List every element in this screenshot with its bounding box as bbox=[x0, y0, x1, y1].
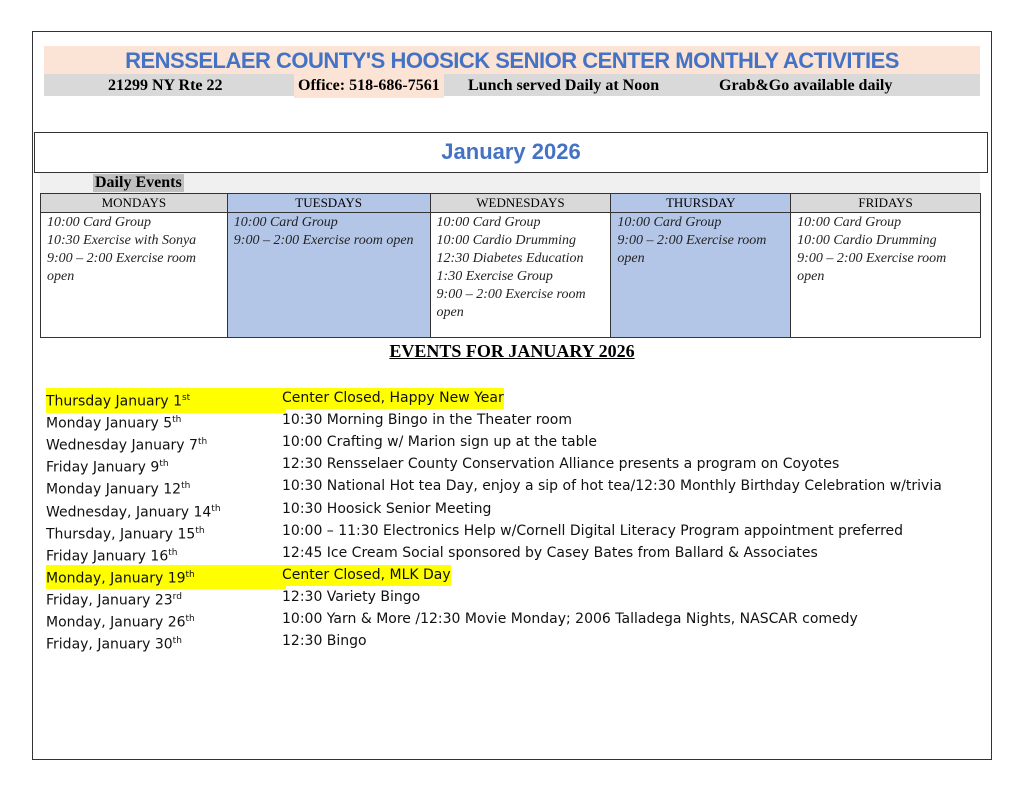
event-description: 10:00 – 11:30 Electronics Help w/Cornell Digital Literacy Program appointment preferred bbox=[282, 522, 904, 539]
address: 21299 NY Rte 22 bbox=[108, 77, 223, 94]
event-date-text: Wednesday, January 14 bbox=[46, 504, 212, 521]
info-bar bbox=[44, 74, 980, 96]
event-description: 10:30 National Hot tea Day, enjoy a sip of hot tea/12:30 Monthly Birthday Celebration w/trivia bbox=[282, 478, 942, 495]
event-date bbox=[46, 587, 184, 612]
event-row bbox=[46, 631, 367, 653]
grabgo-info: Grab&Go available daily bbox=[719, 77, 893, 94]
event-date-text: Friday January 16 bbox=[46, 548, 169, 565]
event-date bbox=[46, 499, 223, 524]
date-suffix: th bbox=[172, 636, 182, 647]
event-row bbox=[46, 587, 421, 609]
date-suffix: th bbox=[185, 614, 195, 624]
event-date bbox=[46, 609, 197, 634]
event-description: Center Closed, Happy New Year bbox=[282, 388, 504, 409]
day-activities: 10:00 Card Group 10:00 Cardio Drumming 9:00 – 2:00 Exercise room open bbox=[791, 213, 981, 338]
event-date-text: Friday January 9 bbox=[46, 459, 160, 476]
event-date-text: Thursday, January 15 bbox=[46, 526, 196, 543]
event-description: 10:30 Morning Bingo in the Theater room bbox=[282, 412, 572, 429]
event-description: 12:30 Variety Bingo bbox=[282, 588, 421, 605]
event-description: 12:45 Ice Cream Social sponsored by Casey Bates from Ballard & Associates bbox=[282, 544, 818, 561]
event-date bbox=[46, 565, 286, 590]
date-suffix: th bbox=[168, 547, 178, 558]
event-row bbox=[46, 565, 451, 587]
date-suffix: rd bbox=[172, 591, 182, 602]
event-description: Center Closed, MLK Day bbox=[282, 565, 451, 586]
event-date bbox=[46, 432, 209, 457]
event-date bbox=[46, 543, 179, 568]
event-row bbox=[46, 432, 597, 454]
event-row bbox=[46, 410, 572, 432]
event-description: 12:30 Bingo bbox=[282, 633, 367, 650]
date-suffix: th bbox=[197, 437, 208, 448]
event-description: 10:00 Yarn & More /12:30 Movie Monday; 2006 Talladega Nights, NASCAR comedy bbox=[282, 611, 858, 627]
day-header: FRIDAYS bbox=[791, 194, 981, 213]
event-date-text: Wednesday January 7 bbox=[46, 437, 198, 454]
date-suffix: th bbox=[195, 525, 205, 536]
event-date-text: Monday, January 19 bbox=[46, 570, 186, 587]
event-date-text: Monday January 5 bbox=[46, 415, 173, 432]
day-activities: 10:00 Card Group 10:00 Cardio Drumming 12:30 Diabetes Education 1:30 Exercise Group 9:00 – 2:00 Exercise room open bbox=[430, 213, 611, 338]
day-header: THURSDAY bbox=[611, 194, 791, 213]
event-description: 10:00 Crafting w/ Marion sign up at the table bbox=[282, 434, 597, 451]
event-date bbox=[46, 476, 192, 501]
date-suffix: th bbox=[211, 503, 221, 514]
event-date-text: Friday, January 23 bbox=[46, 592, 173, 609]
event-date bbox=[46, 631, 184, 656]
event-row bbox=[46, 609, 858, 631]
event-date bbox=[46, 521, 207, 546]
date-suffix: th bbox=[185, 569, 195, 580]
event-row bbox=[46, 521, 904, 543]
day-activities: 10:00 Card Group 9:00 – 2:00 Exercise room open bbox=[227, 213, 430, 338]
event-description: 12:30 Rensselaer County Conservation Alliance presents a program on Coyotes bbox=[282, 456, 840, 473]
event-row bbox=[46, 388, 504, 410]
date-suffix: th bbox=[181, 481, 191, 492]
date-suffix: th bbox=[159, 459, 169, 470]
day-header: MONDAYS bbox=[41, 194, 228, 213]
date-suffix: th bbox=[172, 415, 182, 426]
lunch-info: Lunch served Daily at Noon bbox=[468, 77, 660, 94]
center-title: RENSSELAER COUNTY'S HOOSICK SENIOR CENTER MONTHLY ACTIVITIES bbox=[44, 46, 980, 74]
event-date bbox=[46, 388, 286, 413]
month-title-box bbox=[34, 132, 988, 173]
event-row bbox=[46, 476, 942, 499]
month-title: January 2026 bbox=[441, 139, 581, 164]
date-suffix: st bbox=[181, 393, 191, 403]
event-date bbox=[46, 454, 171, 479]
day-activities: 10:00 Card Group 10:30 Exercise with Sonya 9:00 – 2:00 Exercise room open bbox=[41, 213, 228, 338]
daily-events-label: Daily Events bbox=[95, 174, 182, 191]
day-activities: 10:00 Card Group 9:00 – 2:00 Exercise room open bbox=[611, 213, 791, 338]
event-date-text: Thursday January 1 bbox=[46, 393, 182, 410]
event-row bbox=[46, 454, 840, 476]
event-date-text: Friday, January 30 bbox=[46, 636, 173, 653]
events-heading: EVENTS FOR JANUARY 2026 bbox=[389, 341, 635, 361]
day-header: TUESDAYS bbox=[227, 194, 430, 213]
office-phone: Office: 518-686-7561 bbox=[294, 74, 444, 98]
event-date-text: Monday, January 26 bbox=[46, 614, 186, 631]
event-date bbox=[46, 410, 183, 435]
event-row bbox=[46, 499, 492, 521]
daily-events-table bbox=[40, 193, 981, 338]
event-description: 10:30 Hoosick Senior Meeting bbox=[282, 500, 492, 517]
event-row bbox=[46, 543, 818, 565]
event-date-text: Monday January 12 bbox=[46, 482, 182, 499]
day-header: WEDNESDAYS bbox=[430, 194, 611, 213]
